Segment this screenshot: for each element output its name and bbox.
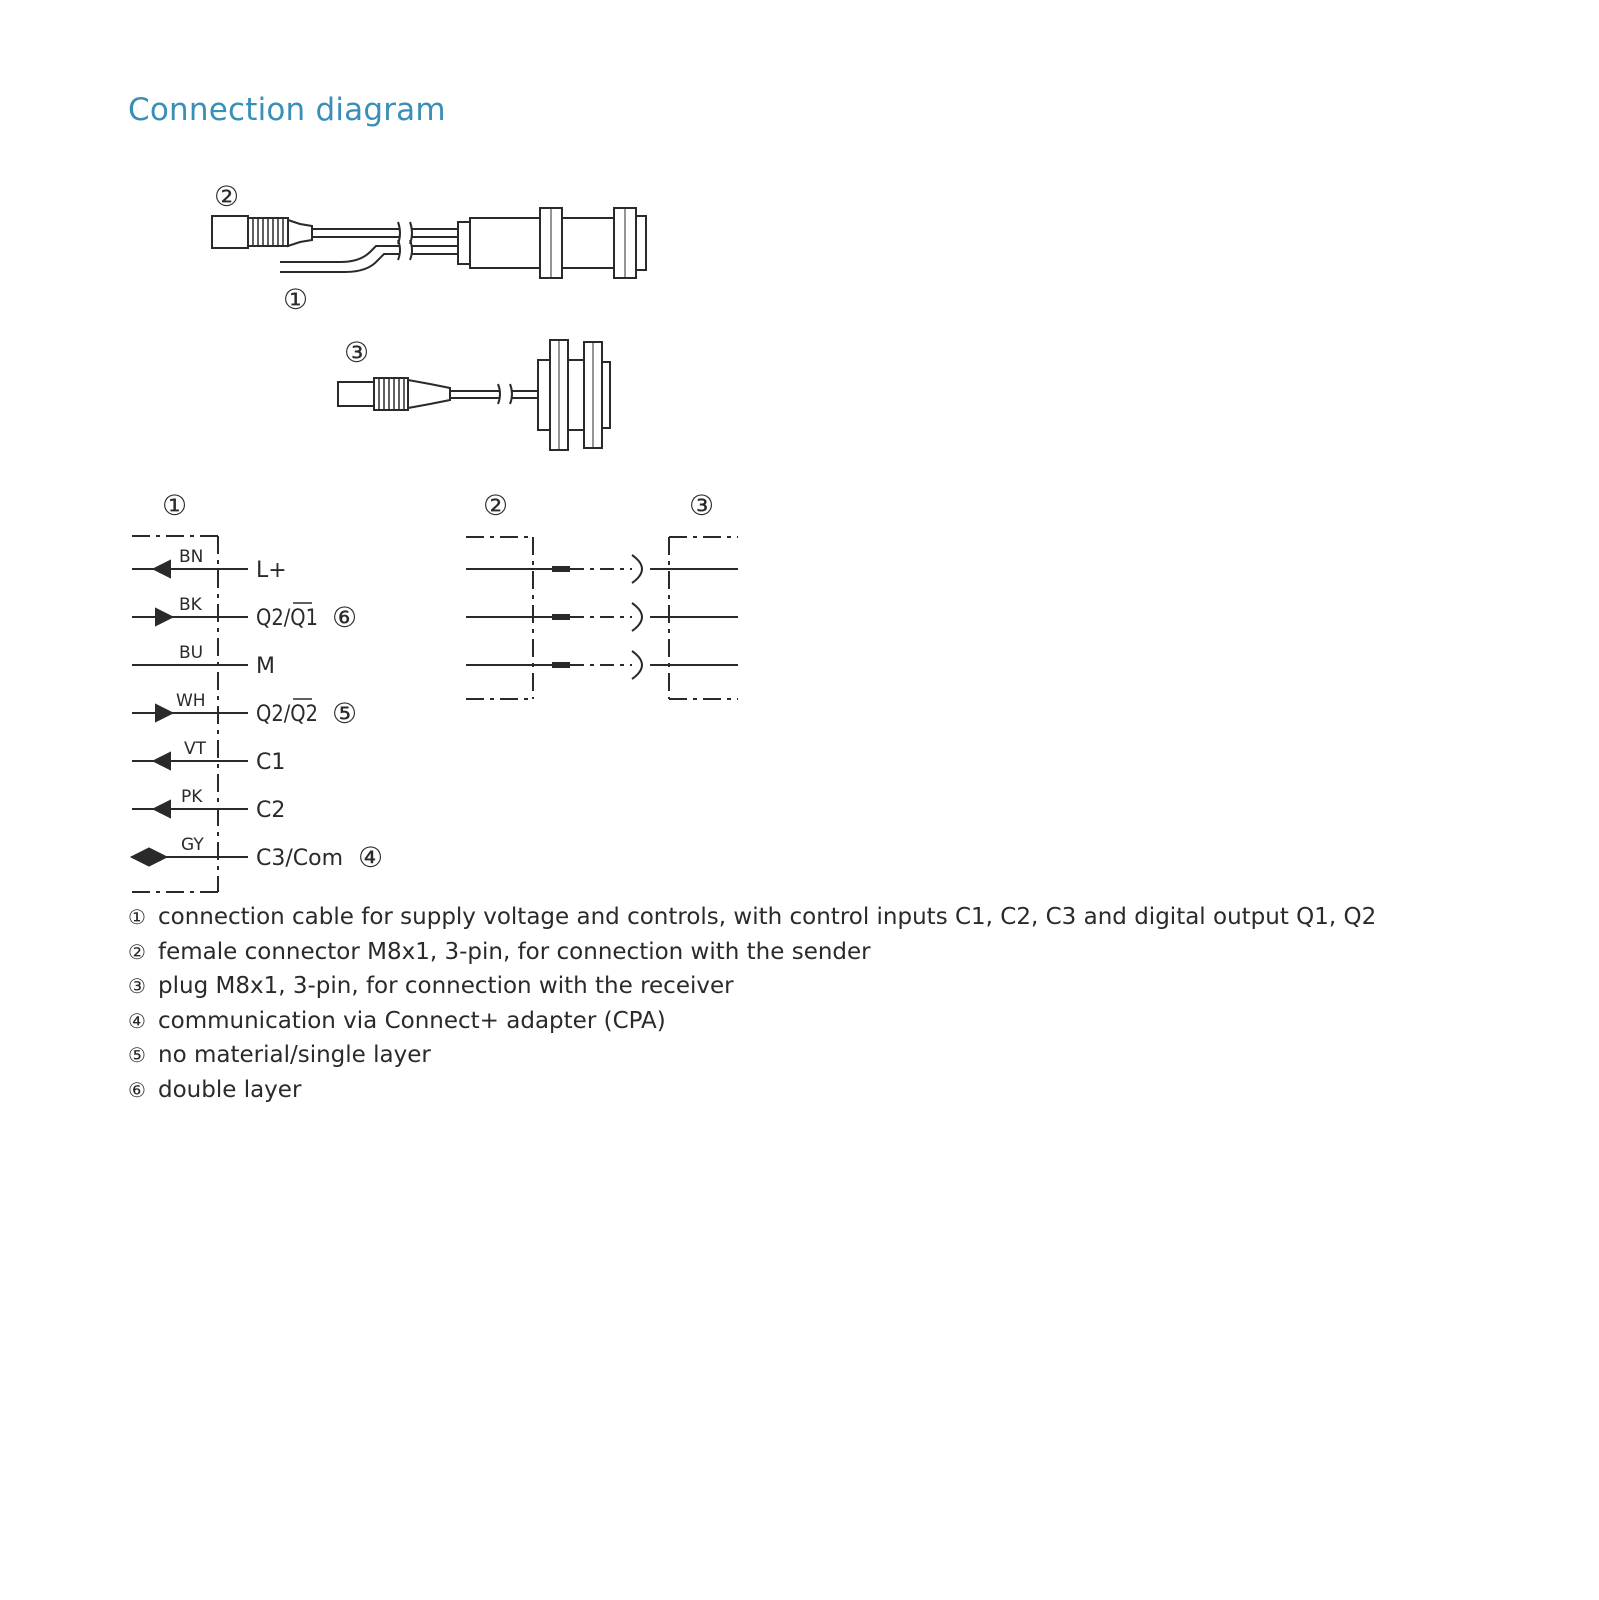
wire-color-code: VT xyxy=(184,739,207,759)
signal-label: C3/Com xyxy=(256,846,344,871)
legend-marker: ② xyxy=(128,939,146,964)
legend-item xyxy=(128,900,1376,935)
legend-list xyxy=(128,900,1376,1107)
arrow-in-icon xyxy=(154,801,170,817)
callout-3-schematic: ③ xyxy=(689,489,715,522)
wire-color-code: BU xyxy=(179,643,204,663)
signal-label: M xyxy=(256,654,275,679)
callout-5: ⑤ xyxy=(332,697,358,730)
legend-item xyxy=(128,1004,1376,1039)
signal-label: C1 xyxy=(256,750,286,775)
legend-text: communication via Connect+ adapter (CPA) xyxy=(158,1007,666,1034)
arrow-out-icon xyxy=(156,609,172,625)
signal-label: C2 xyxy=(256,798,286,823)
legend-text: female connector M8x1, 3-pin, for connection with the sender xyxy=(158,938,871,965)
arrow-bidirectional-icon xyxy=(132,849,166,865)
legend-marker: ⑤ xyxy=(128,1043,146,1067)
callout-3-top: ③ xyxy=(344,336,370,369)
legend-text: no material/single layer xyxy=(158,1042,431,1068)
wire-color-code: BN xyxy=(179,547,204,567)
legend-text: connection cable for supply voltage and controls, with control inputs C1, C2, C3 and digital output Q1, Q2 xyxy=(158,904,1377,930)
legend-marker: ⑥ xyxy=(128,1077,146,1102)
signal-label: Q2/Q2 xyxy=(256,702,318,727)
callout-4: ④ xyxy=(358,841,384,874)
signal-label: L+ xyxy=(256,558,287,583)
legend-text: double layer xyxy=(158,1076,302,1103)
legend-marker: ④ xyxy=(128,1008,146,1033)
wire-color-code: GY xyxy=(181,835,204,855)
legend-item xyxy=(128,969,1376,1004)
receiver-sensor-drawing xyxy=(338,340,610,450)
callout-6: ⑥ xyxy=(332,601,358,634)
callout-2-top: ② xyxy=(214,180,240,213)
page-title: Connection diagram xyxy=(128,92,446,128)
signal-label: Q2/Q1 xyxy=(256,606,318,631)
legend-item xyxy=(128,1038,1376,1073)
legend-marker: ① xyxy=(128,905,146,929)
pin-connections xyxy=(466,555,738,679)
wire-color-code: BK xyxy=(179,595,202,615)
legend-item xyxy=(128,935,1376,970)
sender-sensor-drawing xyxy=(212,208,646,278)
callout-1-top: ① xyxy=(283,283,309,316)
arrow-in-icon xyxy=(154,753,170,769)
callout-2-schematic: ② xyxy=(483,489,509,522)
arrow-out-icon xyxy=(156,705,172,721)
wire-color-code: PK xyxy=(181,787,203,807)
legend-marker: ③ xyxy=(128,974,146,998)
legend-item xyxy=(128,1073,1376,1108)
legend-text: plug M8x1, 3-pin, for connection with the receiver xyxy=(158,973,734,999)
callout-1-schematic: ① xyxy=(162,489,188,522)
wire-color-code: WH xyxy=(176,691,206,711)
arrow-in-icon xyxy=(154,561,170,577)
